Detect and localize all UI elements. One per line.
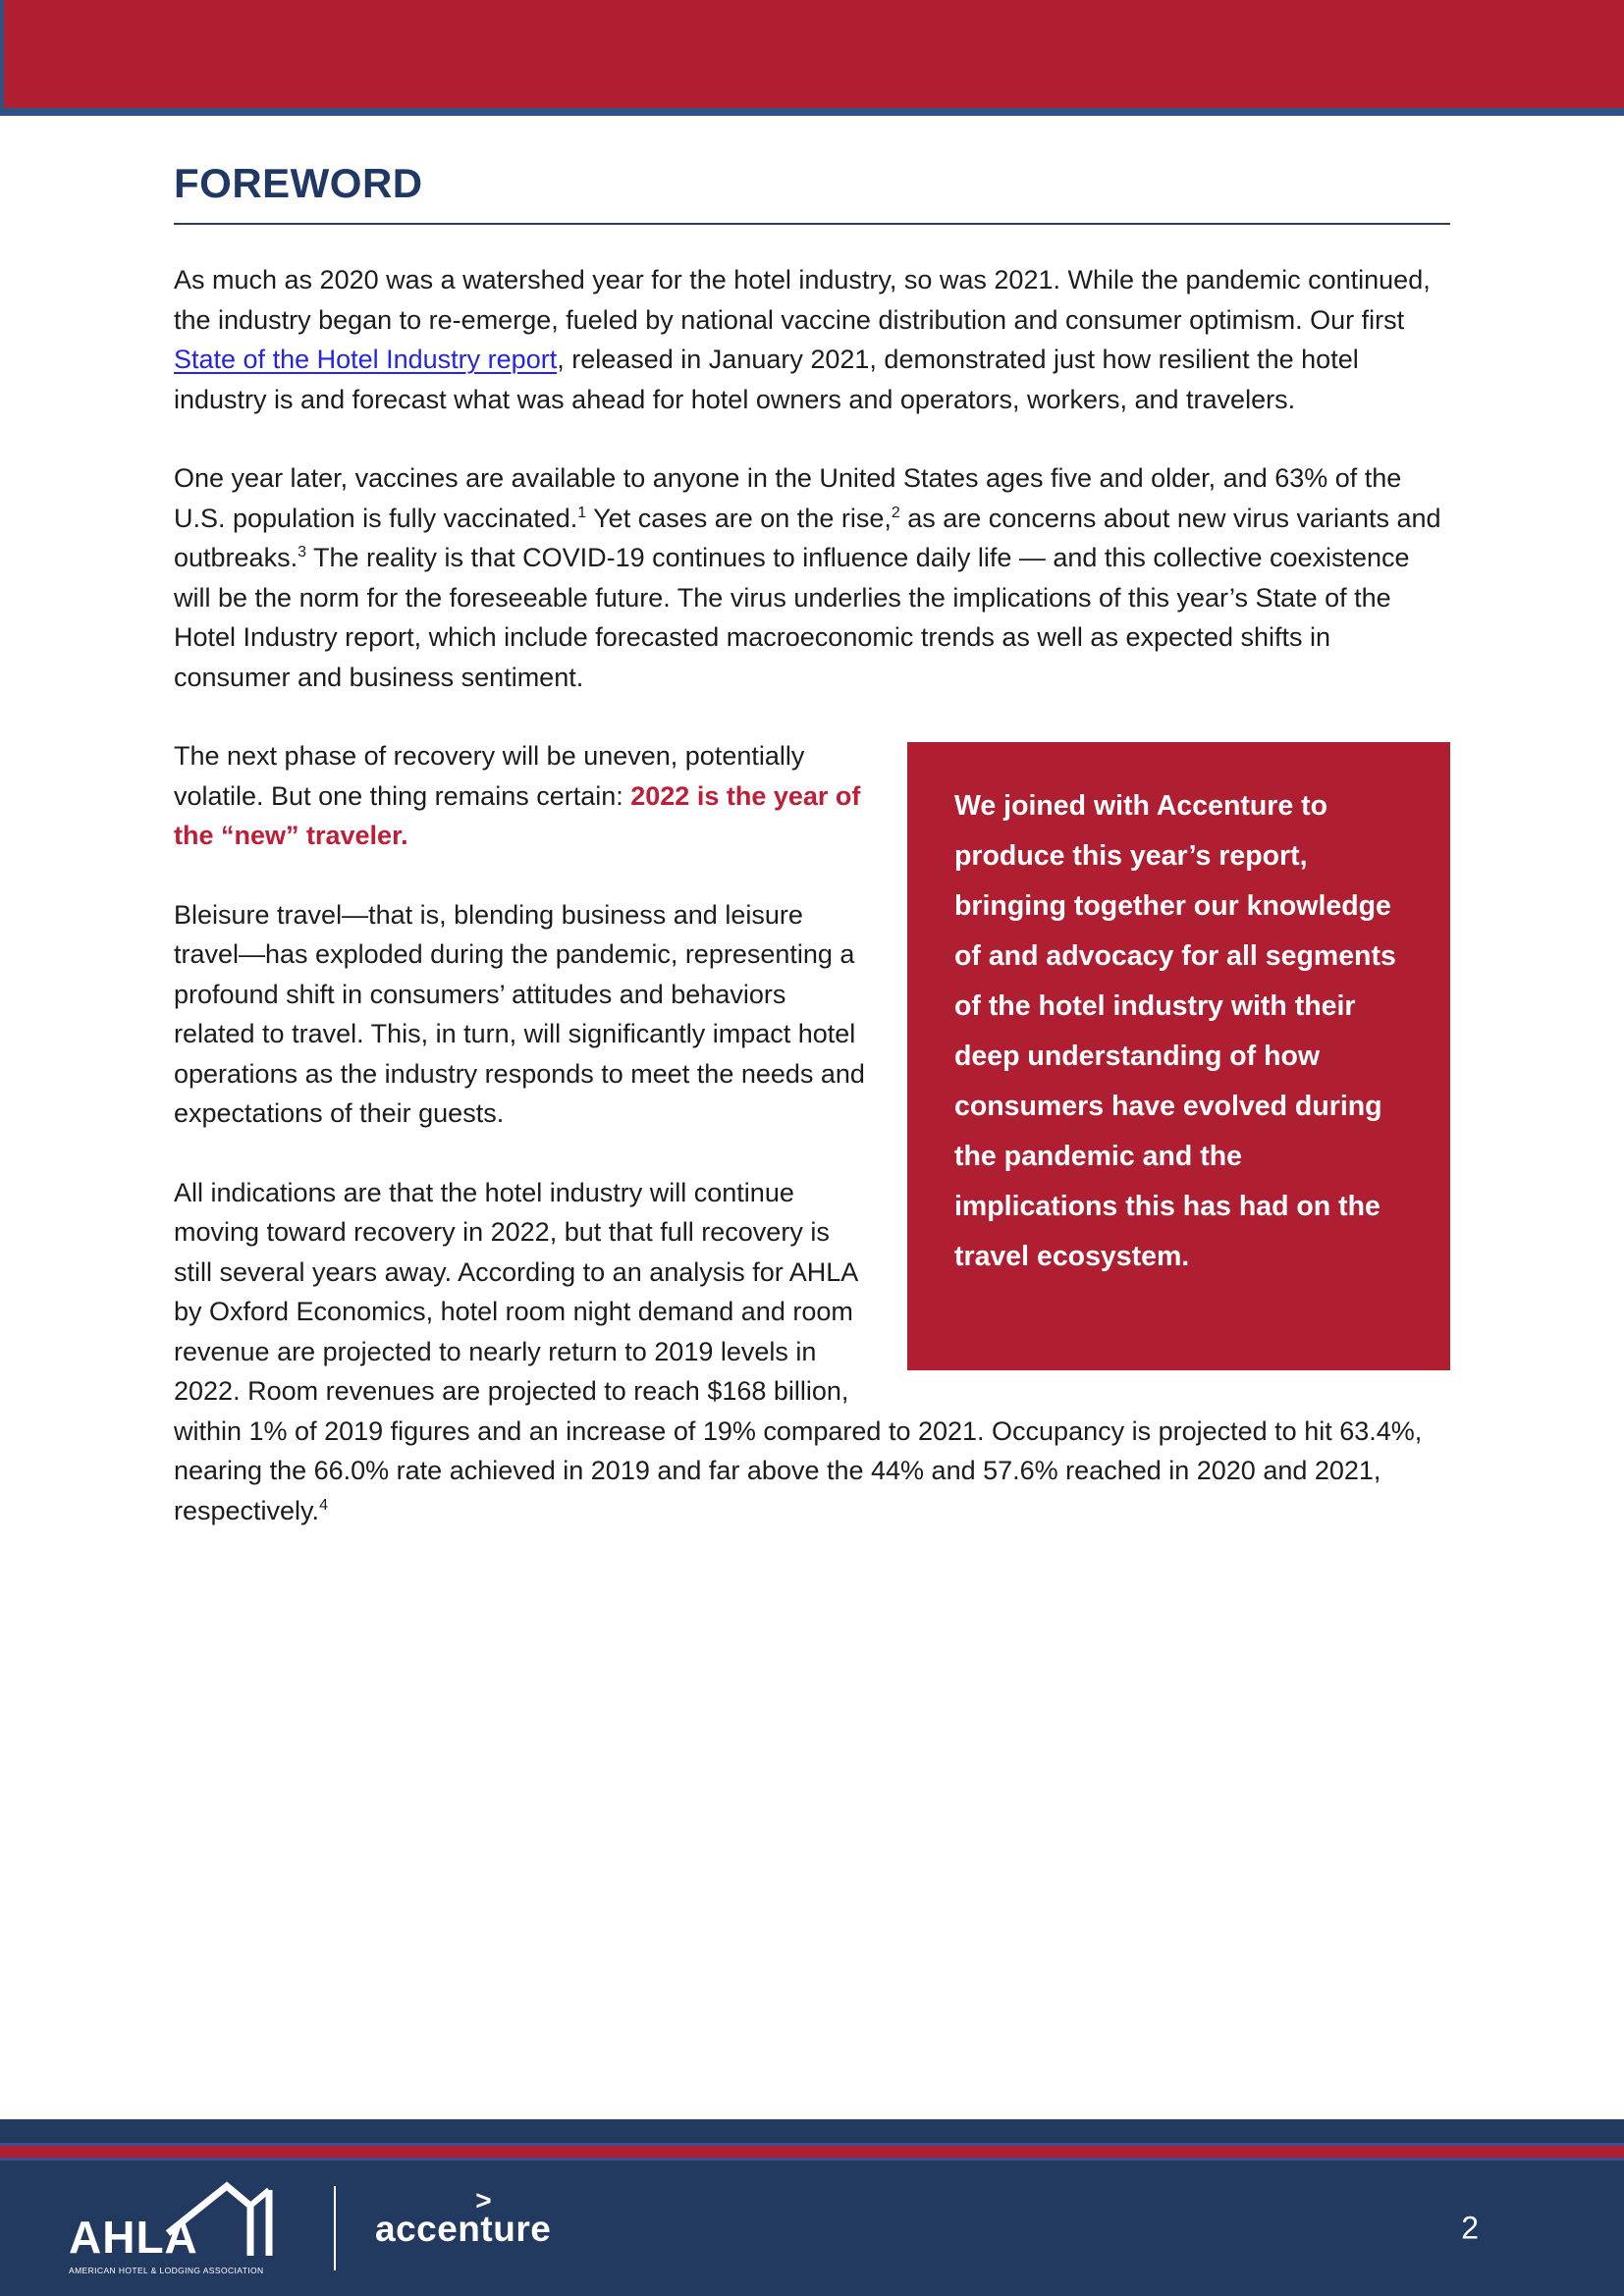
paragraph-intro [174,260,1450,419]
paragraph-next-phase-text: The next phase of recovery will be uneven, potentially volatile. But one thing remains certain: [174,741,805,811]
footnote-ref-1: 1 [577,504,587,521]
footnote-ref-4: 4 [319,1496,328,1514]
paragraph-vaccines-text-4: The reality is that COVID-19 continues to influence daily life — and this collective coexistence will be the norm for the foreseeable future. The virus underlies the implications of this year’s State of the Hotel Industry report, which include forecasted macroeconomic trends as well as expected shifts in consumer and business sentiment. [174,543,1410,692]
ahla-logo [69,2177,295,2279]
callout-text: We joined with Accenture to produce this year’s report, bringing together our knowledge of and advocacy for all segments of the hotel industry with their deep understanding of how consumers have evolved during the pandemic and the implications this has had on the travel ecosystem. [954,790,1396,1273]
footer-red-stripe [0,2143,1624,2161]
footer-main-bar [0,2161,1624,2296]
paragraph-vaccines-text-2: Yet cases are on the rise, [586,503,892,533]
highlight-2022-new-traveler: 2022 is the year of the “new” traveler. [174,780,861,851]
paragraph-vaccines-text-3: as are concerns about new virus variants and outbreaks. [174,503,1441,573]
footnote-ref-3: 3 [298,544,306,561]
footer-divider [334,2186,336,2270]
paragraph-intro-text-before: As much as 2020 was a watershed year for the hotel industry, so was 2021. While the pandemic continued, the industry began to re-emerge, fueled by national vaccine distribution and consumer optimism. Our first [174,265,1431,335]
footer-top-bar [0,2119,1624,2143]
page-content [174,116,1450,1530]
paragraph-vaccines [174,458,1450,697]
header-band [0,0,1624,116]
title-rule [174,223,1450,225]
recovery-section [174,736,1450,1530]
ahla-tagline: AMERICAN HOTEL & LODGING ASSOCIATION [69,2266,264,2275]
page-footer [0,2119,1624,2296]
accenture-logo [375,2184,552,2249]
paragraph-vaccines-text-1: One year later, vaccines are available to anyone in the United States ages five and older, and 63% of the U.S. population is fully vaccinated. [174,463,1402,533]
paragraph-indications-text: All indications are that the hotel industry will continue moving toward recovery in 2022, but that full recovery is still several years away. According to an analysis for AHLA by Oxford Economics, hotel room night demand and room revenue are projected to nearly return to 2019 levels in 2022. Room revenues are projected to reach $168 billion, within 1% of 2019 figures and an increase of 19% compared to 2021. Occupancy is projected to hit 63.4%, nearing the 66.0% rate achieved in 2019 and far above the 44% and 57.6% reached in 2020 and 2021, respectively. [174,1177,1423,1525]
paragraph-bleisure: Bleisure travel—that is, blending business and leisure travel—has exploded during the pandemic, representing a profound shift in consumers’ attitudes and behaviors related to travel. This, in turn, will significantly impact hotel operations as the industry responds to meet the needs and expectations of their guests. [174,899,865,1129]
ahla-wordmark: AHLA [69,2212,198,2263]
paragraph-intro-text-after: , released in January 2021, demonstrated just how resilient the hotel industry is and forecast what was ahead for hotel owners and operators, workers, and travelers. [174,345,1359,414]
page-title: FOREWORD [174,160,423,206]
accenture-callout-box [907,742,1450,1370]
state-of-hotel-industry-link[interactable]: State of the Hotel Industry report [174,345,558,375]
footnote-ref-2: 2 [891,504,900,521]
accenture-wordmark: accenture [375,2208,552,2249]
page-number: 2 [1461,2210,1479,2246]
accenture-arrow-icon: > [475,2184,493,2216]
